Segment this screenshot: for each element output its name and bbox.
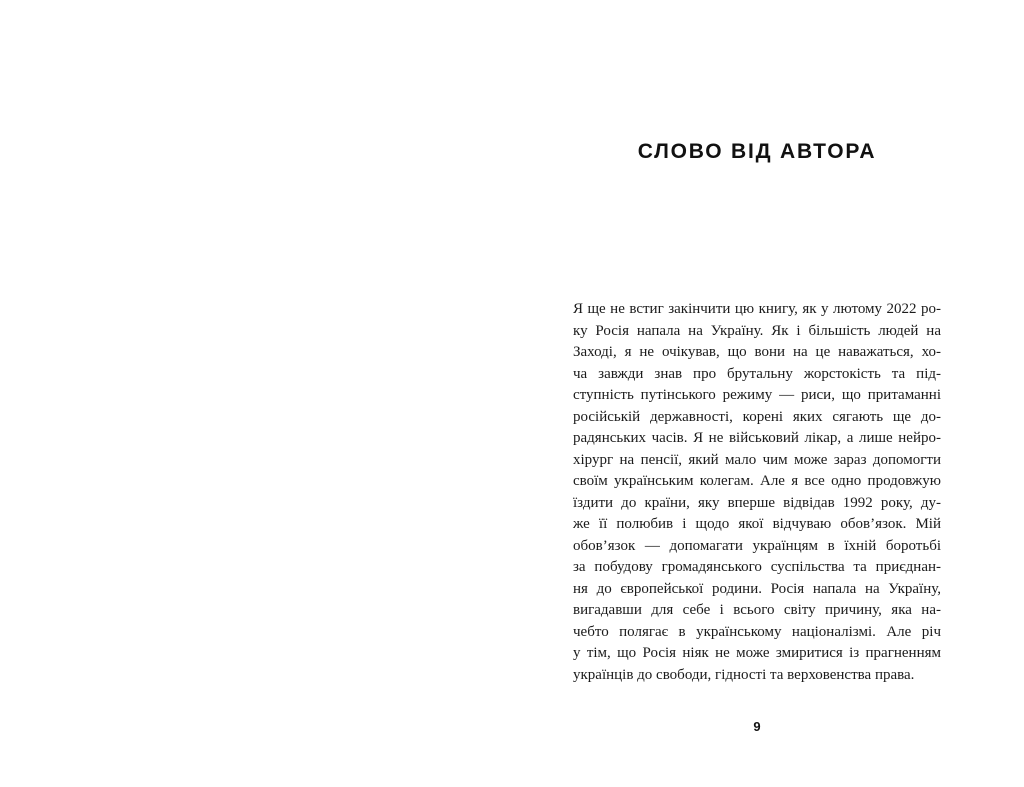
text-line: же її полюбив і щодо якої відчуваю обов’язок. Мій	[573, 516, 941, 532]
page-title: СЛОВО ВІД АВТОРА	[637, 140, 877, 163]
text-line: ступність путінського режиму — риси, що притаманні	[573, 387, 941, 403]
text-line: вигадавши для себе і всього світу причину, яка на-	[573, 602, 941, 618]
text-line: своїм українським колегам. Але я все одно продовжую	[573, 473, 941, 489]
body-text	[573, 299, 941, 686]
text-line: українців до свободи, гідності та верховенства права.	[573, 666, 915, 683]
text-line: їздити до країни, яку вперше відвідав 1992 року, ду-	[573, 494, 941, 511]
text-line: ча завжди знав про брутальну жорстокість та під-	[573, 365, 941, 382]
text-line: чебто полягає в українському націоналізмі. Але річ	[573, 623, 941, 640]
text-line: Заході, я не очікував, що вони на це наважаться, хо-	[573, 344, 941, 360]
text-line: за побудову громадянського суспільства та приєднан-	[573, 559, 941, 575]
text-line: радянських часів. Я не військовий лікар, а лише нейро-	[573, 430, 941, 446]
text-line: хірург на пенсії, який мало чим може зараз допомогти	[573, 451, 941, 468]
text-line: Я ще не встиг закінчити цю книгу, як у лютому 2022 ро-	[573, 301, 941, 317]
text-line: ня до європейської родини. Росія напала на Україну,	[573, 580, 941, 597]
text-line: обов’язок — допомагати українцям в їхній боротьбі	[573, 537, 941, 554]
page-number: 9	[753, 719, 761, 734]
text-line: у тім, що Росія ніяк не може змиритися із прагненням	[573, 645, 941, 661]
text-line: ку Росія напала на Україну. Як і більшість людей на	[573, 322, 941, 339]
text-line: російській державності, корені яких сягають ще до-	[573, 408, 941, 425]
